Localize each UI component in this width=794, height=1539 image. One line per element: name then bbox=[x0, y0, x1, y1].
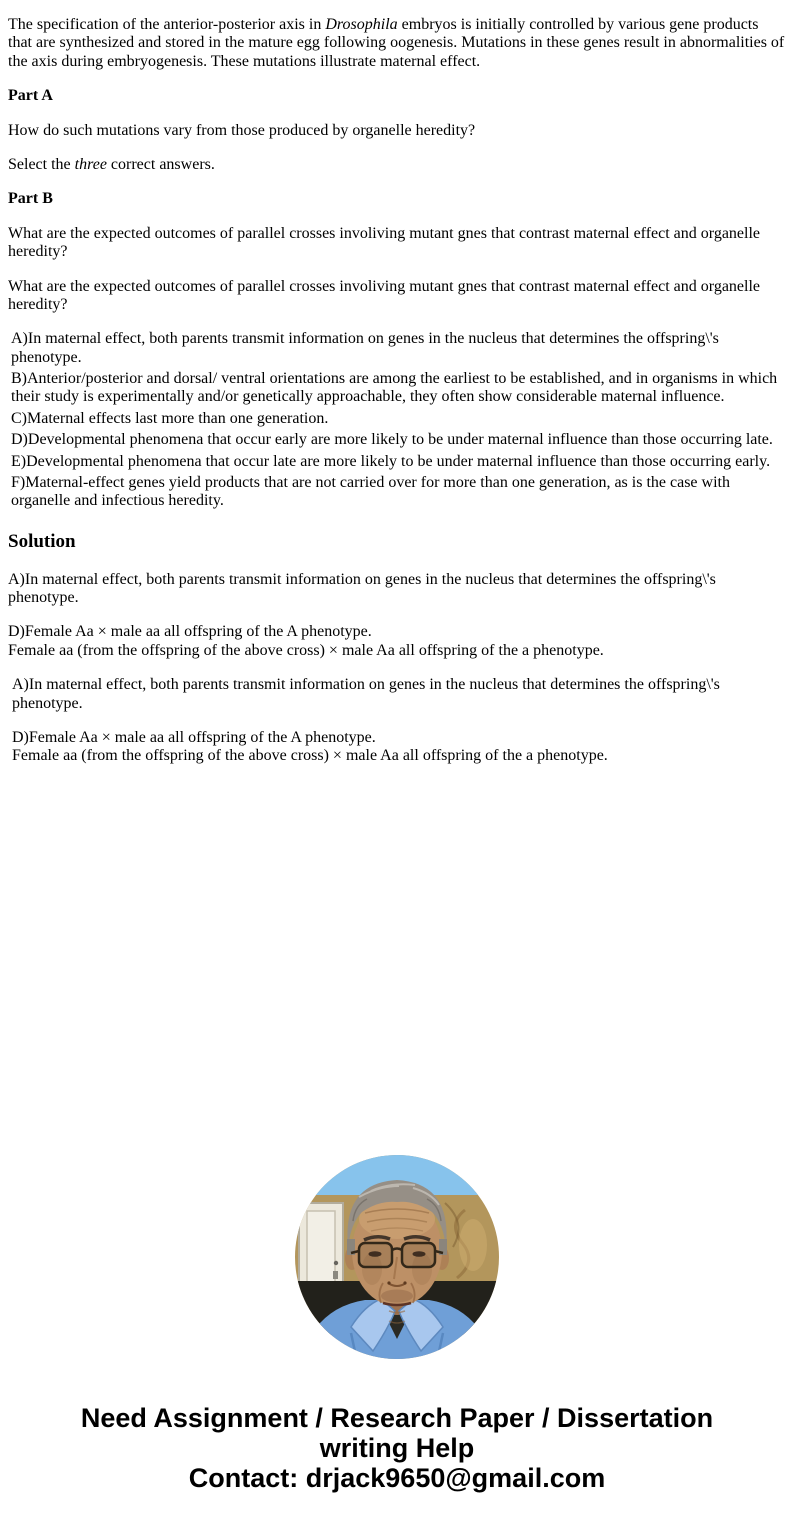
part-b-question: What are the expected outcomes of parallel crosses involiving mutant gnes that contrast maternal effect and organelle heredity? bbox=[8, 224, 761, 261]
solution-answer-d-line1: D)Female Aa × male aa all offspring of the A phenotype. bbox=[8, 623, 372, 641]
species-name: Drosophila bbox=[325, 16, 398, 33]
solution-answer-a-repeat: A)In maternal effect, both parents transmit information on genes in the nucleus that determines the offspring\'s phenotype. bbox=[12, 676, 720, 712]
select-text-2: correct answers. bbox=[106, 155, 215, 173]
document bbox=[0, 16, 794, 1523]
solution-answer-d-repeat-line2: Female aa (from the offspring of the above cross) × male Aa all offspring of the a phenotype. bbox=[12, 747, 608, 765]
option-d: D)Developmental phenomena that occur early are more likely to be under maternal influence than those occurring late. bbox=[11, 431, 773, 449]
solution-answer-a: A)In maternal effect, both parents transmit information on genes in the nucleus that determines the offspring\'s phenotype. bbox=[8, 570, 716, 607]
answer-options bbox=[8, 330, 786, 511]
avatar-container bbox=[8, 1155, 786, 1359]
select-instruction bbox=[8, 156, 786, 174]
footer-line-2: writing Help bbox=[319, 1432, 475, 1463]
part-a-question: How do such mutations vary from those produced by organelle heredity? bbox=[8, 121, 476, 139]
solution-answer-d-line2: Female aa (from the offspring of the above cross) × male Aa all offspring of the a phenotype. bbox=[8, 641, 604, 659]
solution-answer-d bbox=[8, 623, 786, 660]
solution-repeat-block bbox=[8, 676, 786, 766]
footer-line-1: Need Assignment / Research Paper / Dissertation bbox=[80, 1402, 714, 1433]
footer-banner bbox=[8, 1403, 786, 1493]
option-a: A)In maternal effect, both parents transmit information on genes in the nucleus that determines the offspring\'s phenotype. bbox=[11, 330, 719, 366]
part-b-question-repeat: What are the expected outcomes of parallel crosses involiving mutant gnes that contrast maternal effect and organelle heredity? bbox=[8, 277, 761, 313]
intro-text-1: The specification of the anterior-posterior axis in bbox=[8, 16, 326, 33]
tutor-photo-icon bbox=[295, 1155, 499, 1359]
select-count: three bbox=[74, 155, 107, 173]
part-b-heading: Part B bbox=[8, 190, 53, 208]
intro-text-2: embryos is initially controlled by various gene products that are synthesized and stored in the mature egg following oogenesis. Mutations in these genes result in abnormalities of the axis during embryogenesis. These mutations illustrate maternal effect. bbox=[8, 16, 785, 70]
option-b: B)Anterior/posterior and dorsal/ ventral orientations are among the earliest to be established, and in organisms in which their study is experimentally and/or genetically approachable, they often show considerable maternal influence. bbox=[11, 370, 778, 406]
option-c: C)Maternal effects last more than one generation. bbox=[11, 409, 329, 427]
option-e: E)Developmental phenomena that occur late are more likely to be under maternal influence than those occurring early. bbox=[11, 452, 771, 470]
solution-heading: Solution bbox=[8, 530, 76, 552]
option-f: F)Maternal-effect genes yield products that are not carried over for more than one generation, as is the case with organelle and infectious heredity. bbox=[11, 474, 730, 510]
select-text-1: Select the bbox=[8, 155, 75, 173]
intro-paragraph bbox=[8, 16, 786, 71]
solution-answer-d-repeat bbox=[12, 729, 786, 766]
footer-contact: Contact: drjack9650@gmail.com bbox=[188, 1462, 606, 1493]
solution-answer-d-repeat-line1: D)Female Aa × male aa all offspring of the A phenotype. bbox=[12, 729, 376, 746]
part-a-heading: Part A bbox=[8, 87, 53, 105]
